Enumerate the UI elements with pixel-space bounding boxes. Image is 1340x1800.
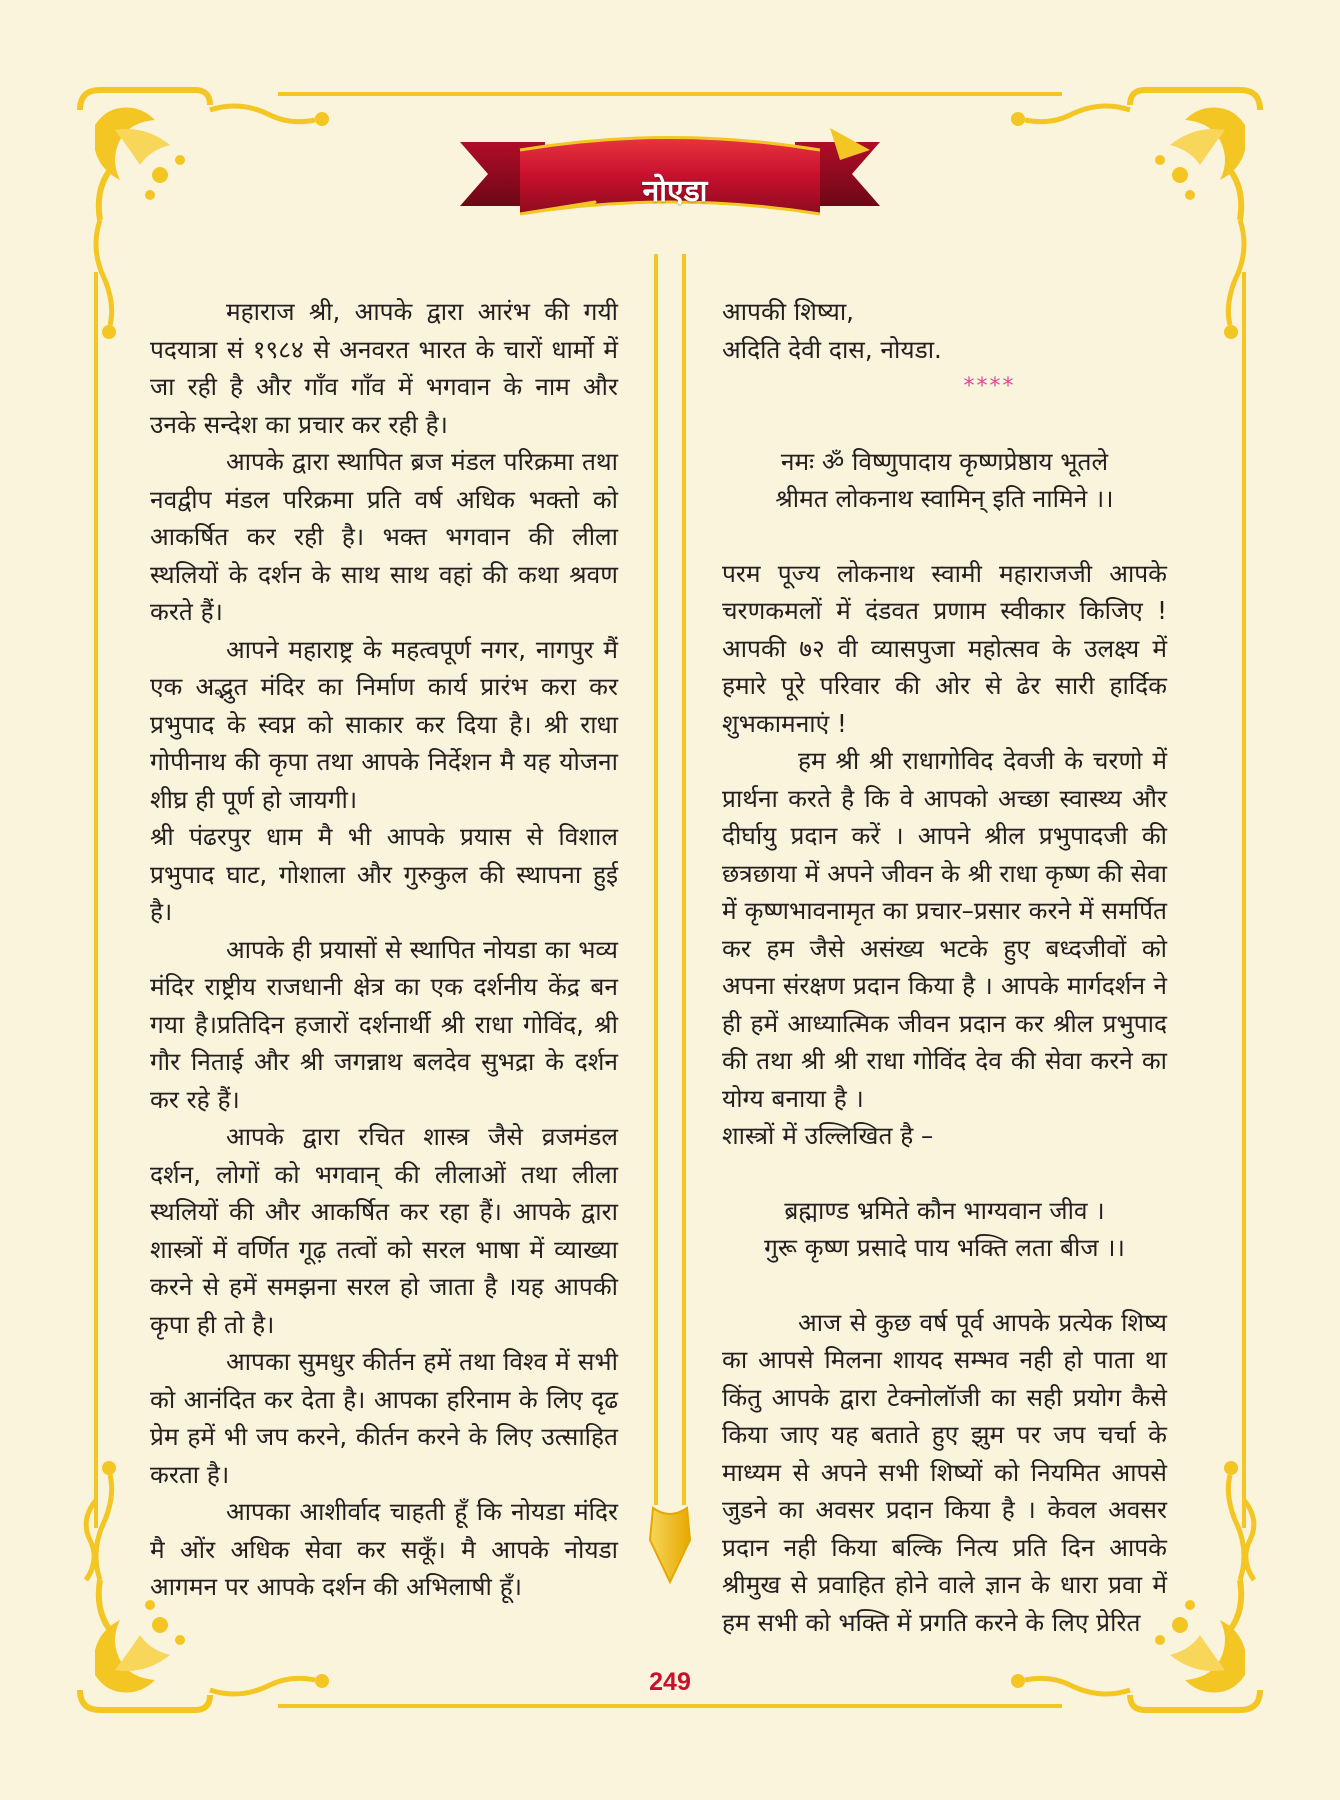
paragraph: आपने महाराष्ट्र के महत्वपूर्ण नगर, नागपुर मैं एक अद्भुत मंदिर का निर्माण कार्य प्रारंभ करा कर प्रभुपाद के स्वप्न को साकार कर दिया है। श्री राधा गोपीनाथ की कृपा तथा आपके निर्देशन मै यह योजना शीघ्र ही पूर्ण हो जायगी। [150, 634, 618, 814]
verse-line: ब्रह्माण्ड भ्रमिते कौन भाग्यवान जीव । [784, 1195, 1105, 1225]
paragraph: महाराज श्री, आपके द्वारा आरंभ की गयी पदयात्रा सं १९८४ से अनवरत भारत के चारों धार्मो में जा रही है और गाँव गाँव में भगवान के नाम और उनके सन्देश का प्रचार कर रही है। [150, 297, 618, 439]
page-number: 249 [649, 1668, 691, 1696]
verse-line: नमः ॐ विष्णुपादाय कृष्णप्रेष्ठाय भूतले [780, 446, 1109, 476]
left-text-column [150, 293, 618, 1606]
paragraph: आज से कुछ वर्ष पूर्व आपके प्रत्येक शिष्य का आपसे मिलना शायद सम्भव नही हो पाता था किंतु आपके द्वारा टेक्नोलॉजी का सही प्रयोग कैसे किया जाए यह बताते हुए झुम पर जप चर्चा के माध्यम से अपने सभी शिष्यों को नियमित आपसे जुडने का अवसर प्रदान किया है । केवल अवसर प्रदान नही किया बल्कि नित्य प्रति दिन आपके श्रीमुख से प्रवाहित होने वाले ज्ञान के धारा प्रवा में हम सभी को भक्ति में प्रगति करने के लिए प्रेरित [722, 1307, 1167, 1637]
verse-line: गुरू कृष्ण प्रसादे पाय भक्ति लता बीज ।। [764, 1233, 1125, 1262]
right-text-column [722, 293, 1167, 1641]
paragraph: आपका आशीर्वाद चाहती हूँ कि नोयडा मंदिर मै ओंर अधिक सेवा कर सकूँ। मै आपके नोयडा आगमन पर आपके दर्शन की अभिलाषी हूँ। [150, 1497, 618, 1601]
signoff-line: आपकी शिष्या, [722, 297, 854, 326]
paragraph: परम पूज्य लोकनाथ स्वामी महाराजजी आपके चरणकमलों में दंडवत प्रणाम स्वीकार किजिए ! आपकी ७२ वी व्यासपुजा महोत्सव के उलक्ष्य में हमारे पूरे परिवार की ओर से ढेर सारी हार्दिक शुभकामनाएं ! [722, 558, 1167, 738]
paragraph: श्री पंढरपुर धाम मै भी आपके प्रयास से विशाल प्रभुपाद घाट, गोशाला और गुरुकुल की स्थापना हुई है। [150, 822, 618, 926]
separator-stars: **** [963, 374, 1016, 399]
page-title: नोएडा [642, 174, 708, 209]
paragraph: हम श्री श्री राधागोविद देवजी के चरणो में प्रार्थना करते है कि वे आपको अच्छा स्वास्थ्य और दीर्घायु प्रदान करें । आपने श्रील प्रभुपादजी की छत्रछाया में अपने जीवन के श्री राधा कृष्ण की सेवा में कृष्णभावनामृत का प्रचार–प्रसार करने में समर्पित कर हम जैसे असंख्य भटके हुए बध्दजीवों को अपना संरक्षण प्रदान किया है । आपके मार्गदर्शन ने ही हमें आध्यात्मिक जीवन प्रदान कर श्रील प्रभुपाद की तथा श्री श्री राधा गोविंद देव की सेवा करने का योग्य बनाया है । [722, 746, 1167, 1113]
paragraph: आपके द्वारा स्थापित ब्रज मंडल परिक्रमा तथा नवद्वीप मंडल परिक्रमा प्रति वर्ष अधिक भक्तो को आकर्षित कर रही है। भक्त भगवान की लीला स्थलियों के दर्शन के साथ साथ वहां की कथा श्रवण करते हैं। [150, 447, 618, 626]
signoff-name: अदिति देवी दास, नोयडा. [722, 334, 942, 364]
paragraph: शास्त्रों में उल्लिखित है – [722, 1121, 934, 1150]
verse-line: श्रीमत लोकनाथ स्वामिन् इति नामिने ।। [775, 484, 1114, 513]
paragraph: आपका सुमधुर कीर्तन हमें तथा विश्व में सभी को आनंदित कर देता है। आपका हरिनाम के लिए दृढ प्रेम हमें भी जप करने, कीर्तन करने के लिए उत्साहित करता है। [150, 1347, 618, 1489]
paragraph: आपके द्वारा रचित शास्त्र जैसे व्रजमंडल दर्शन, लोगों को भगवान् की लीलाओं तथा लीला स्थलियों की और आकर्षित कर रहा हैं। आपके द्वारा शास्त्रों में वर्णित गूढ़ तत्वों को सरल भाषा में व्याख्या करने से हमें समझना सरल हो जाता है ।यह आपकी कृपा ही तो है। [150, 1122, 618, 1339]
paragraph: आपके ही प्रयासों से स्थापित नोयडा का भव्य मंदिर राष्ट्रीय राजधानी क्षेत्र का एक दर्शनीय केंद्र बन गया है।प्रतिदिन हजारों दर्शनार्थी श्री राधा गोविंद, श्री गौर निताई और श्री जगन्नाथ बलदेव सुभद्रा के दर्शन कर रहे हैं। [150, 934, 618, 1114]
